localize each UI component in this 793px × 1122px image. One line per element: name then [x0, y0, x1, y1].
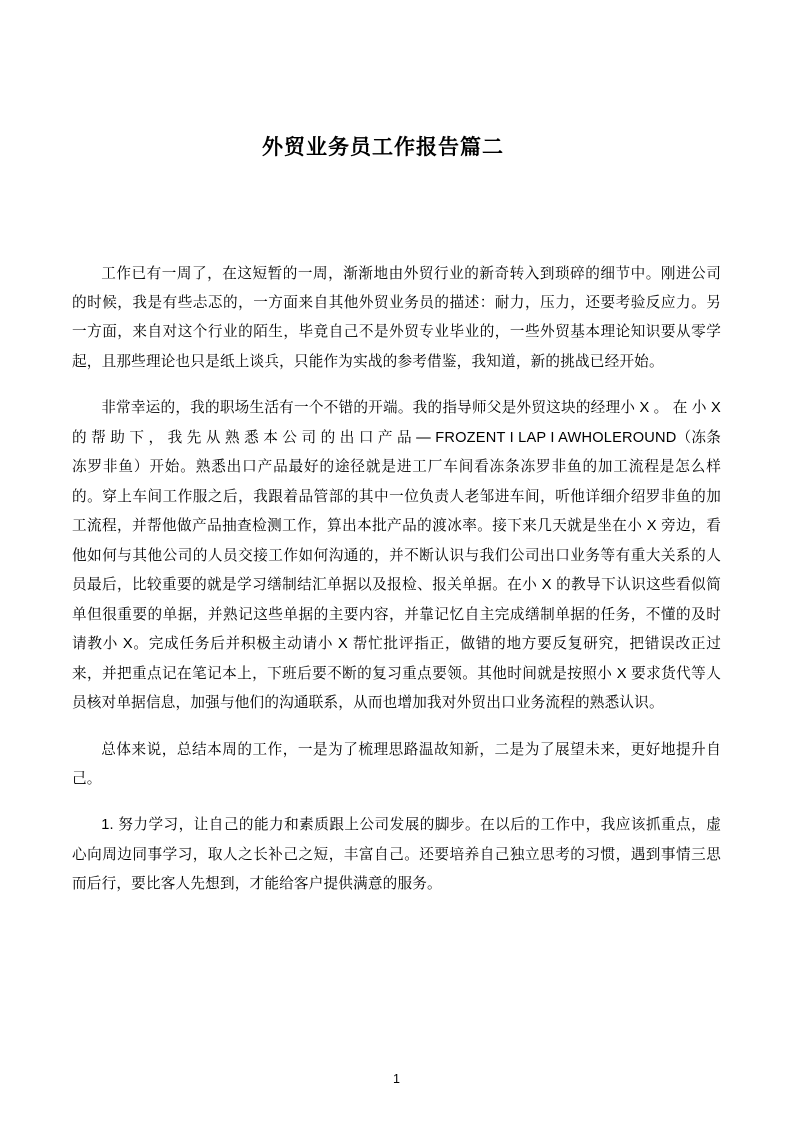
- document-body: [72, 260, 721, 900]
- paragraph-3: 总体来说，总结本周的工作，一是为了梳理思路温故知新，二是为了展望未来，更好地提升自己。: [72, 741, 721, 787]
- paragraph-2: 非常幸运的，我的职场生活有一个不错的开端。我的指导师父是外贸这块的经理小 X 。 在 小 X 的 帮 助 下 ， 我 先 从 熟 悉 本 公 司 的 出 口 产 品 — FROZENT I LAP I AWHOLEROUND（冻条冻罗非鱼）开始。熟悉出口产品最好的途径就是进工厂车间看冻条冻罗非鱼的加工流程是怎么样的。穿上车间工作服之后，我跟着品管部的其中一位负责人老邹进车间，听他详细介绍罗非鱼的加工流程，并帮他做产品抽查检测工作，算出本批产品的渡冰率。接下来几天就是坐在小 X 旁边，看他如何与其他公司的人员交接工作如何沟通的，并不断认识与我们公司出口业务等有重大关系的人员最后，比较重要的就是学习缮制结汇单据以及报检、报关单据。在小 X 的教导下认识这些看似简单但很重要的单据，并熟记这些单据的主要内容，并靠记忆自主完成缮制单据的任务，不懂的及时请教小 X。完成任务后并积极主动请小 X 帮忙批评指正，做错的地方要反复研究，把错误改正过来，并把重点记在笔记本上，下班后要不断的复习重点要领。其他时间就是按照小 X 要求货代等人员核对单据信息，加强与他们的沟通联系，从而也增加我对外贸出口业务流程的熟悉认识。: [72, 400, 721, 712]
- page-number: 1: [393, 1072, 400, 1086]
- paragraph-1: 工作已有一周了，在这短暂的一周，渐渐地由外贸行业的新奇转入到琐碎的细节中。刚进公司的时候，我是有些忐忑的，一方面来自其他外贸业务员的描述：耐力，压力，还要考验反应力。另一方面，来自对这个行业的陌生，毕竟自己不是外贸专业毕业的，一些外贸基本理论知识要从零学起，且那些理论也只是纸上谈兵，只能作为实战的参考借鉴，我知道，新的挑战已经开始。: [72, 265, 721, 370]
- paragraph-4: 1. 努力学习，让自己的能力和素质跟上公司发展的脚步。在以后的工作中，我应该抓重点，虚心向周边同事学习，取人之长补己之短，丰富自己。还要培养自己独立思考的习惯，遇到事情三思而后行，要比客人先想到，才能给客户提供满意的服务。: [72, 817, 721, 893]
- page-title: 外贸业务员工作报告篇二: [262, 136, 504, 159]
